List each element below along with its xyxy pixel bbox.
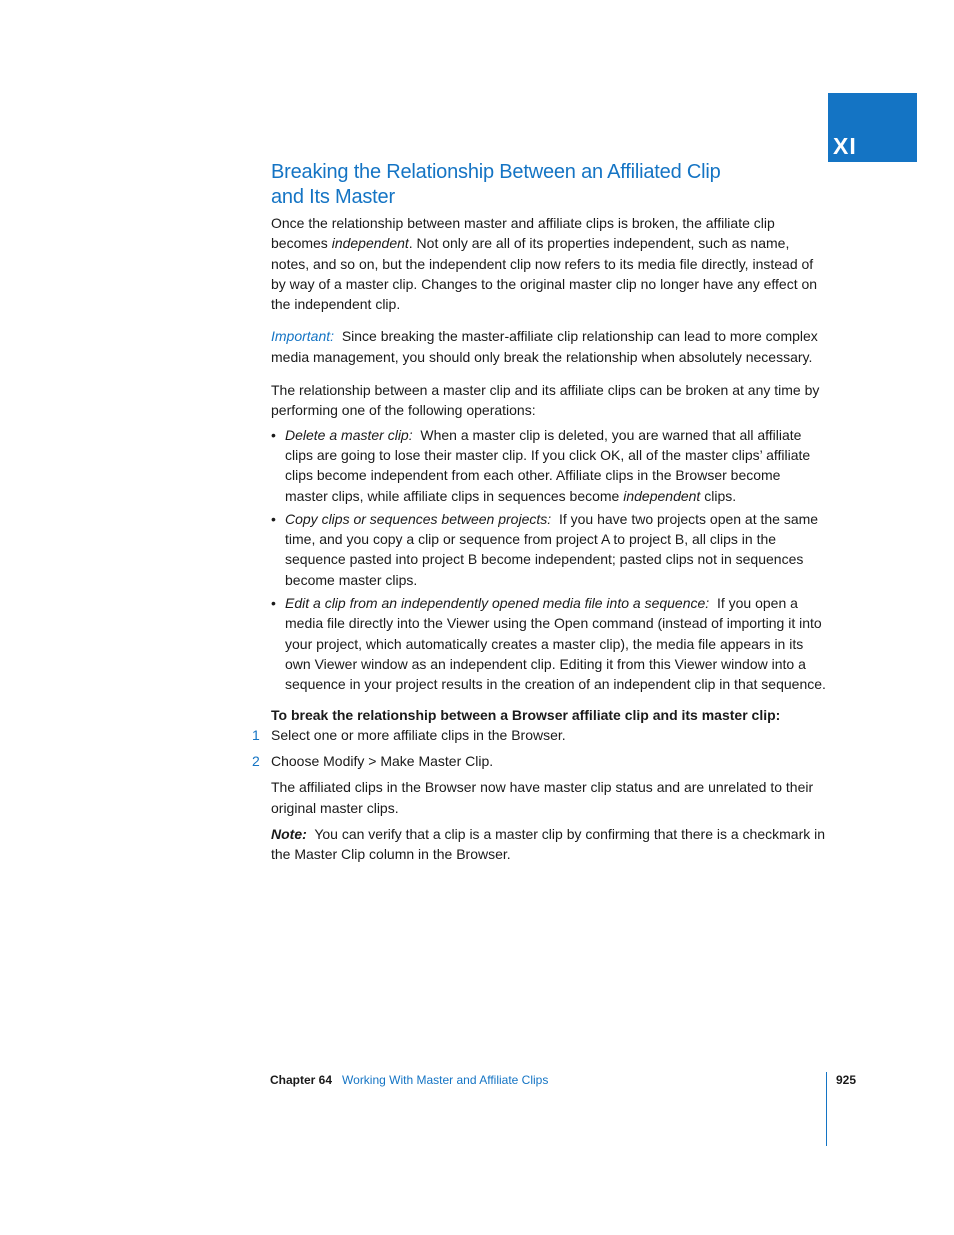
footer-chapter: Chapter 64: [270, 1073, 333, 1087]
note-text: You can verify that a clip is a master clip by confirming that there is a checkmark in the Master Clip column in the Browser.: [271, 826, 826, 863]
intro-emphasis: independent: [331, 235, 409, 252]
task-heading: To break the relationship between a Browser affiliate clip and its master clip:: [271, 706, 781, 723]
step-text: Select one or more affiliate clips in the Browser.: [271, 726, 566, 743]
step-2: [252, 751, 827, 771]
footer-chapter-title: Working With Master and Affiliate Clips: [342, 1073, 549, 1087]
list-item-text: If you open a media file directly into the Viewer using the Open command (instead of importing it into your project, which automatically creates a master clip), the media file appears in its own Viewer window as an independent clip. Editing it from this Viewer window into a sequence in your project results in the creation of an independent clip in that sequence.: [285, 595, 826, 693]
result-paragraph: The affiliated clips in the Browser now have master clip status and are unrelated to their original master clips.: [271, 779, 814, 816]
important-text: Since breaking the master-affiliate clip relationship can lead to more complex media management, you should only break the relationship when absolutely necessary.: [271, 328, 818, 365]
important-paragraph: [271, 326, 827, 367]
list-item: [271, 593, 827, 694]
intro-paragraph: [271, 213, 827, 314]
list-item-tail: clips.: [700, 487, 737, 504]
relationship-paragraph: The relationship between a master clip and its affiliate clips can be broken at any time by performing one of the following operations:: [271, 382, 820, 419]
intro-text-rest: . Not only are all of its properties independent, such as name, notes, and so on, but the independent clip now refers to its media file directly, instead of by way of a master clip. Changes to the original master clip no longer have any effect on the independent clip.: [271, 235, 818, 313]
section-heading-line1: Breaking the Relationship Between an Affiliated Clip: [271, 161, 721, 183]
list-item-lead: Edit a clip from an independently opened media file into a sequence:: [285, 595, 710, 612]
list-item-lead: Delete a master clip:: [285, 426, 413, 443]
page-footer: [270, 1073, 548, 1088]
operations-list: [271, 425, 827, 695]
list-item-text: If you have two projects open at the same time, and you copy a clip or sequence from project A to project B, all clips in the sequence pasted into project B become independent; pasted clips not in sequences become master clips.: [285, 510, 819, 588]
note-lead: Note:: [271, 826, 307, 843]
step-1: [252, 725, 827, 745]
section-tab-label: XI: [833, 133, 857, 159]
step-number: 1: [252, 726, 260, 743]
bullet-glyph: •: [271, 426, 276, 443]
section-heading-line2: and Its Master: [271, 186, 395, 208]
list-item: [271, 425, 827, 506]
list-item-lead: Copy clips or sequences between projects:: [285, 510, 552, 527]
page-number: 925: [836, 1073, 857, 1087]
step-number: 2: [252, 753, 260, 770]
step-text: Choose Modify > Make Master Clip.: [271, 753, 494, 770]
bullet-glyph: •: [271, 510, 276, 527]
intro-text: Once the relationship between master and affiliate clips is broken, the affiliate clip becomes: [271, 215, 775, 252]
important-lead: Important:: [271, 328, 335, 345]
footer-divider: [826, 1072, 827, 1146]
list-item-emphasis: independent: [623, 487, 701, 504]
bullet-glyph: •: [271, 595, 276, 612]
section-heading: [271, 160, 827, 210]
note-paragraph: [271, 824, 827, 865]
page-content: [252, 160, 827, 865]
list-item: [271, 509, 827, 590]
section-tab: [828, 93, 917, 162]
list-item-text: When a master clip is deleted, you are warned that all affiliate clips are going to lose their master clip. If you click OK, all of the master clips’ affiliate clips become independent from each other. Affiliate clips in the Browser become master clips, while affiliate clips in sequences become: [285, 426, 811, 504]
